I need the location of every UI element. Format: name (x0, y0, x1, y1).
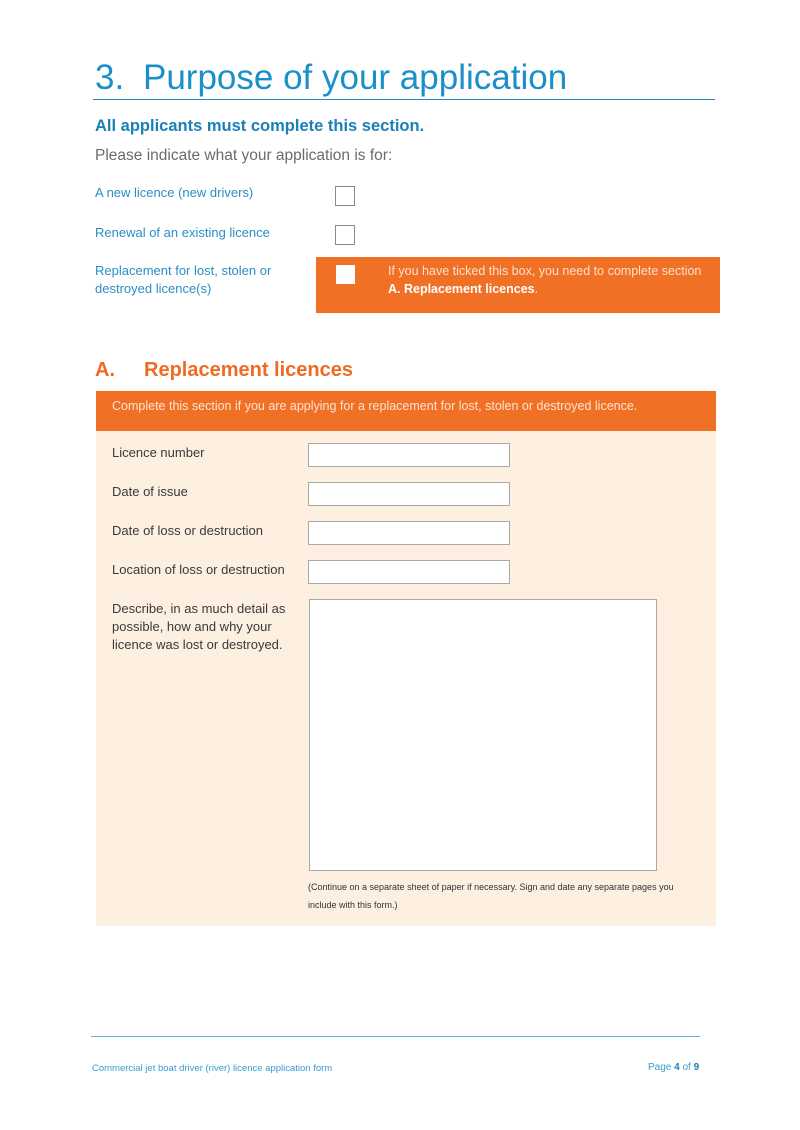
title-divider (93, 99, 715, 100)
replacement-section-link: A. Replacement licences (388, 282, 535, 296)
section-a-banner-text: Complete this section if you are applying for a replacement for lost, stolen or destroyed licence. (112, 399, 638, 413)
all-applicants-notice: All applicants must complete this section. (95, 117, 425, 135)
option-renewal-checkbox[interactable] (335, 225, 355, 245)
describe-textarea[interactable] (309, 599, 657, 871)
licence-number-input[interactable] (308, 443, 510, 467)
page-word: Page (648, 1062, 672, 1073)
section-a-banner (96, 391, 716, 431)
date-of-loss-label: Date of loss or destruction (112, 523, 264, 538)
footer-divider (91, 1036, 700, 1037)
instruction-text: Please indicate what your application is for: (95, 147, 393, 164)
section-3-title (95, 58, 567, 98)
section-a-title (95, 359, 353, 382)
option-new-licence-label: A new licence (new drivers) (95, 185, 254, 200)
page-total: 9 (693, 1062, 700, 1073)
replacement-note (388, 262, 708, 298)
date-of-issue-input[interactable] (308, 482, 510, 506)
location-of-loss-label: Location of loss or destruction (112, 562, 285, 577)
section-a-title-text: Replacement licences (144, 359, 353, 381)
section-number: 3. (95, 58, 125, 97)
replacement-note-text: If you have ticked this box, you need to complete section (388, 264, 702, 278)
page-of: of (682, 1062, 691, 1073)
section-a-letter: A. (95, 359, 115, 381)
location-of-loss-input[interactable] (308, 560, 510, 584)
replacement-note-suffix: . (534, 282, 539, 296)
section-title-text: Purpose of your application (143, 58, 568, 97)
date-of-loss-input[interactable] (308, 521, 510, 545)
footer-form-name: Commercial jet boat driver (river) licence application form (92, 1063, 333, 1074)
replacement-note-box (316, 257, 720, 313)
option-replacement-checkbox[interactable] (336, 265, 355, 284)
licence-number-label: Licence number (112, 445, 205, 460)
option-new-licence-checkbox[interactable] (335, 186, 355, 206)
continue-note: (Continue on a separate sheet of paper if necessary. Sign and date any separate pages you include with this form.) (308, 882, 674, 910)
page-current: 4 (674, 1062, 680, 1073)
option-renewal-label: Renewal of an existing licence (95, 225, 270, 240)
date-of-issue-label: Date of issue (112, 484, 188, 499)
describe-label: Describe, in as much detail as possible, how and why your licence was lost or destroyed. (112, 601, 286, 652)
option-replacement-label: Replacement for lost, stolen or destroyed licence(s) (95, 263, 272, 296)
page-number (648, 1062, 699, 1073)
